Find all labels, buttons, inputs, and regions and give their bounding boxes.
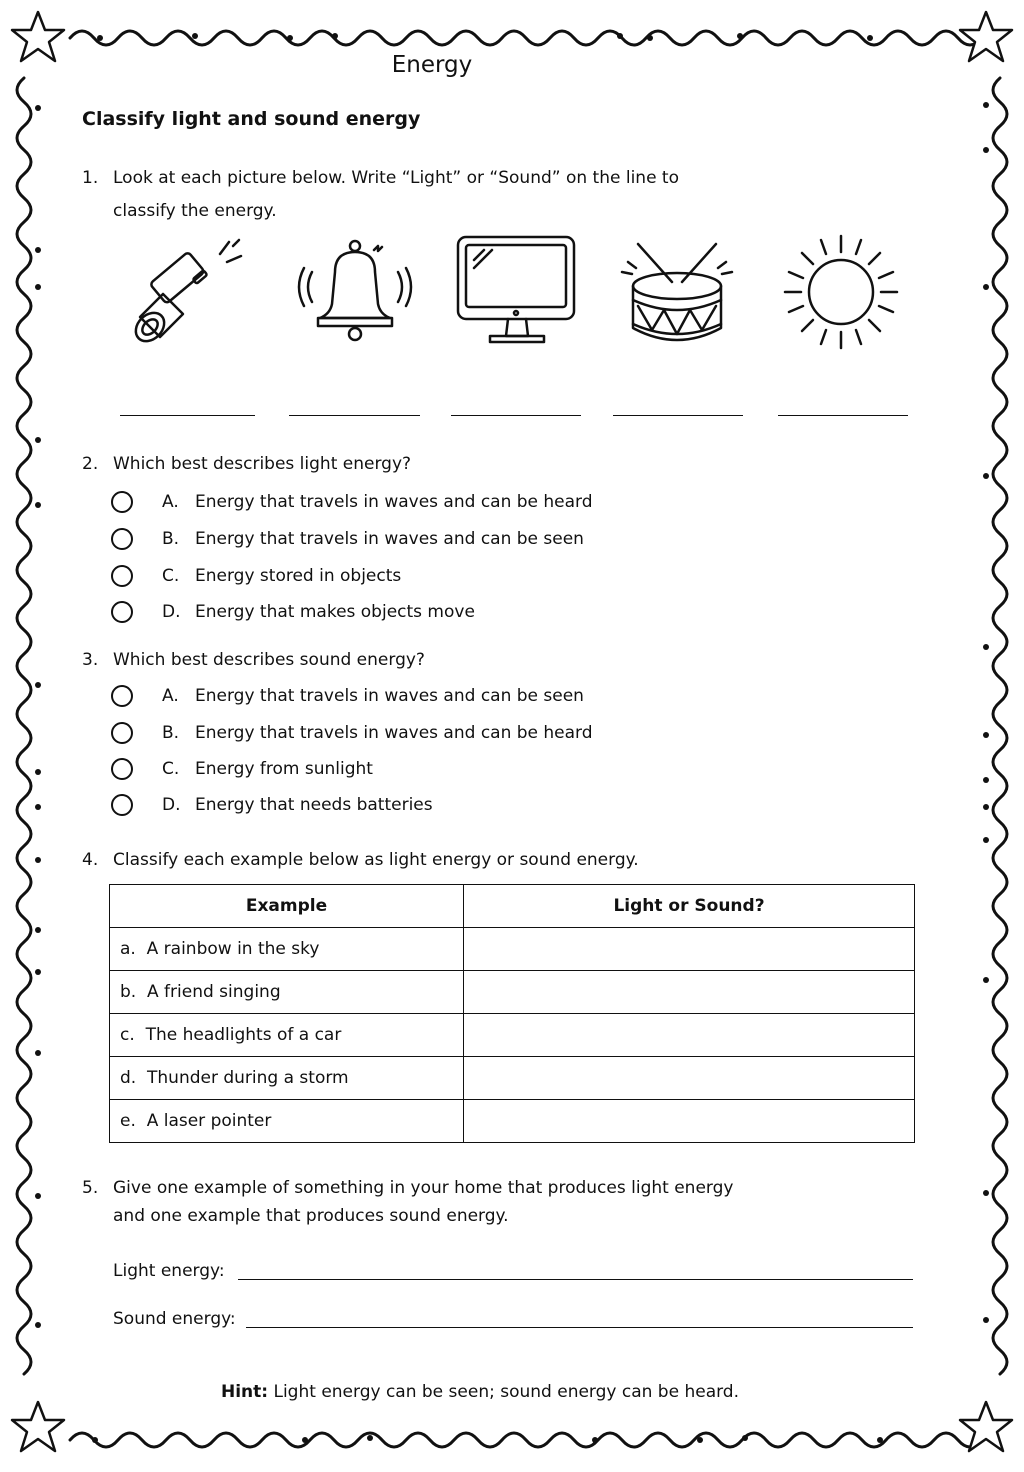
flashlight-icon	[125, 232, 255, 352]
option-text: Energy from sunlight	[195, 759, 373, 779]
radio-button[interactable]	[111, 565, 133, 587]
table-row	[110, 928, 915, 971]
row-letter: a.	[120, 939, 136, 959]
question-text: Look at each picture below. Write “Light” or “Sound” on the line to	[113, 168, 679, 188]
answer-cell[interactable]	[464, 928, 915, 971]
sound-energy-answer-line[interactable]	[246, 1327, 913, 1328]
answer-cell[interactable]	[464, 1100, 915, 1143]
example-cell	[110, 1057, 464, 1100]
radio-button[interactable]	[111, 601, 133, 623]
light-energy-answer-line[interactable]	[238, 1279, 913, 1280]
light-energy-label: Light energy:	[113, 1261, 225, 1281]
hint-label: Hint:	[220, 1382, 269, 1402]
question-text: Which best describes light energy?	[113, 454, 412, 474]
radio-button[interactable]	[111, 794, 133, 816]
border-top	[70, 31, 982, 45]
question-text: Classify each example below as light energy or sound energy.	[113, 850, 639, 870]
question-text: Which best describes sound energy?	[113, 650, 425, 670]
radio-button[interactable]	[111, 528, 133, 550]
answer-line-sun[interactable]	[778, 415, 908, 416]
classification-table	[109, 884, 915, 1143]
border-right	[993, 78, 1007, 1374]
question-text: and one example that produces sound energy.	[113, 1206, 509, 1226]
star-icon	[12, 1402, 64, 1451]
option-letter: B.	[162, 723, 180, 743]
hint-text: Light energy can be seen; sound energy can be heard.	[273, 1382, 740, 1402]
row-letter: b.	[120, 982, 137, 1002]
question-number: 2.	[82, 454, 99, 474]
example-cell	[110, 928, 464, 971]
question-text: classify the energy.	[113, 201, 277, 221]
column-header-light-or-sound: Light or Sound?	[464, 885, 915, 928]
page-title: Energy	[391, 52, 473, 78]
radio-button[interactable]	[111, 685, 133, 707]
table-row	[110, 1057, 915, 1100]
section-subtitle: Classify light and sound energy	[82, 108, 421, 130]
border-bottom	[70, 1433, 982, 1447]
table-header-row	[110, 885, 915, 928]
row-letter: c.	[120, 1025, 135, 1045]
row-letter: e.	[120, 1111, 136, 1131]
radio-button[interactable]	[111, 722, 133, 744]
example-cell	[110, 971, 464, 1014]
star-icon	[960, 1402, 1012, 1451]
option-text: Energy stored in objects	[195, 566, 402, 586]
row-text: A friend singing	[147, 982, 281, 1002]
column-header-example: Example	[110, 885, 464, 928]
example-cell	[110, 1014, 464, 1057]
radio-button[interactable]	[111, 491, 133, 513]
star-icon	[960, 12, 1012, 61]
answer-line-bell[interactable]	[289, 415, 420, 416]
row-text: Thunder during a storm	[147, 1068, 349, 1088]
option-letter: A.	[162, 492, 179, 512]
option-text: Energy that travels in waves and can be heard	[195, 492, 593, 512]
option-text: Energy that makes objects move	[195, 602, 475, 622]
question-text: Give one example of something in your home that produces light energy	[113, 1178, 734, 1198]
question-number: 4.	[82, 850, 99, 870]
question-number: 3.	[82, 650, 99, 670]
example-cell	[110, 1100, 464, 1143]
border-left	[17, 78, 31, 1374]
drum-icon	[612, 232, 742, 352]
option-text: Energy that travels in waves and can be seen	[195, 529, 584, 549]
option-letter: B.	[162, 529, 180, 549]
bell-icon	[290, 232, 420, 352]
answer-line-monitor[interactable]	[451, 415, 581, 416]
option-letter: A.	[162, 686, 179, 706]
option-letter: D.	[162, 795, 181, 815]
hint	[0, 1382, 960, 1402]
row-letter: d.	[120, 1068, 137, 1088]
option-text: Energy that travels in waves and can be seen	[195, 686, 584, 706]
row-text: A rainbow in the sky	[146, 939, 320, 959]
table-row	[110, 971, 915, 1014]
answer-line-drum[interactable]	[613, 415, 743, 416]
sun-icon	[776, 232, 906, 352]
option-letter: C.	[162, 566, 180, 586]
option-text: Energy that needs batteries	[195, 795, 433, 815]
option-letter: C.	[162, 759, 180, 779]
computer-monitor-icon	[452, 232, 582, 352]
question-number: 1.	[82, 168, 99, 188]
radio-button[interactable]	[111, 758, 133, 780]
answer-cell[interactable]	[464, 971, 915, 1014]
table-row	[110, 1100, 915, 1143]
question-number: 5.	[82, 1178, 99, 1198]
answer-line-flashlight[interactable]	[120, 415, 255, 416]
option-letter: D.	[162, 602, 181, 622]
table-row	[110, 1014, 915, 1057]
answer-cell[interactable]	[464, 1057, 915, 1100]
row-text: The headlights of a car	[145, 1025, 342, 1045]
sound-energy-label: Sound energy:	[113, 1309, 236, 1329]
answer-cell[interactable]	[464, 1014, 915, 1057]
row-text: A laser pointer	[146, 1111, 272, 1131]
option-text: Energy that travels in waves and can be heard	[195, 723, 593, 743]
